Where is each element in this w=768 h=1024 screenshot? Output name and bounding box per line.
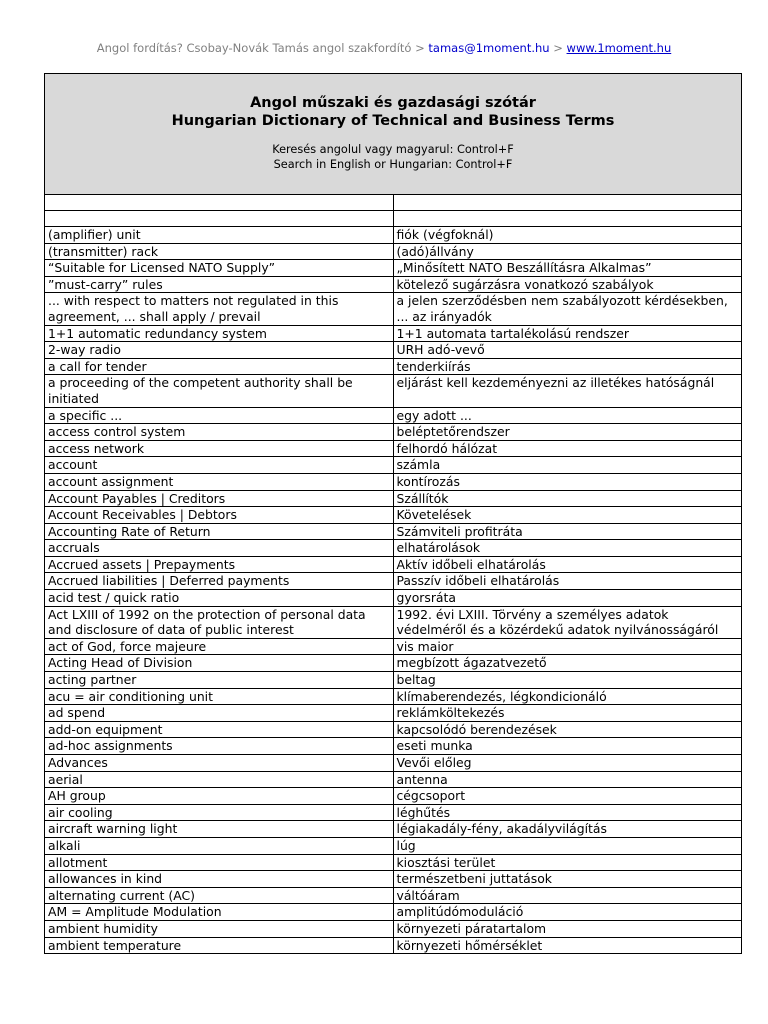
website-link[interactable]: www.1moment.hu — [566, 41, 672, 55]
english-term: Account Receivables | Debtors — [45, 507, 394, 524]
english-term: ad spend — [45, 705, 394, 722]
dictionary-table — [44, 73, 742, 954]
hungarian-term: eljárást kell kezdeményezni az illetékes hatóságnál — [393, 375, 742, 407]
hungarian-term: 1992. évi LXIII. Törvény a személyes adatok védelméről és a közérdekű adatok nyilvánosságáról — [393, 606, 742, 638]
english-term: Account Payables | Creditors — [45, 490, 394, 507]
search-hint-english: Search in English or Hungarian: Control+F — [273, 158, 513, 171]
hungarian-term: 1+1 automata tartalékolású rendszer — [393, 325, 742, 342]
table-row — [45, 490, 742, 507]
table-row — [45, 293, 742, 325]
table-row — [45, 507, 742, 524]
table-row — [45, 804, 742, 821]
hungarian-term: kiosztási terület — [393, 854, 742, 871]
header-translator-text: Angol fordítás? Csobay-Novák Tamás angol szakfordító — [96, 41, 412, 55]
english-term: air cooling — [45, 804, 394, 821]
english-term: acting partner — [45, 672, 394, 689]
table-row — [45, 606, 742, 638]
dictionary-title-english: Hungarian Dictionary of Technical and Business Terms — [171, 113, 615, 129]
table-row — [45, 821, 742, 838]
table-row — [45, 424, 742, 441]
table-row — [45, 672, 742, 689]
hungarian-term: környezeti páratartalom — [393, 920, 742, 937]
english-term: “Suitable for Licensed NATO Supply” — [45, 260, 394, 277]
table-row — [45, 590, 742, 607]
english-term: a specific ... — [45, 407, 394, 424]
table-row — [45, 755, 742, 772]
hungarian-term: reklámköltekezés — [393, 705, 742, 722]
english-term: Act LXIII of 1992 on the protection of personal data and disclosure of data of public interest — [45, 606, 394, 638]
email-link[interactable]: tamas@1moment.hu — [428, 41, 550, 55]
hungarian-term: gyorsráta — [393, 590, 742, 607]
hungarian-term: kapcsolódó berendezések — [393, 721, 742, 738]
english-term: 1+1 automatic redundancy system — [45, 325, 394, 342]
hungarian-term: „Minősített NATO Beszállításra Alkalmas” — [393, 260, 742, 277]
english-term: AH group — [45, 788, 394, 805]
hungarian-term: természetbeni juttatások — [393, 871, 742, 888]
table-row — [45, 375, 742, 407]
english-term: Acting Head of Division — [45, 655, 394, 672]
blank-cell — [393, 195, 742, 211]
title-row — [45, 74, 742, 195]
english-term: ”must-carry” rules — [45, 276, 394, 293]
english-term: alternating current (AC) — [45, 887, 394, 904]
hungarian-term: léghűtés — [393, 804, 742, 821]
table-row — [45, 721, 742, 738]
english-term: AM = Amplitude Modulation — [45, 904, 394, 921]
table-row — [45, 904, 742, 921]
table-row — [45, 788, 742, 805]
hungarian-term: klímaberendezés, légkondicionáló — [393, 688, 742, 705]
blank-cell — [45, 211, 394, 227]
table-row — [45, 473, 742, 490]
english-term: ambient humidity — [45, 920, 394, 937]
hungarian-term: amplitúdómoduláció — [393, 904, 742, 921]
english-term: (amplifier) unit — [45, 227, 394, 244]
hungarian-term: váltóáram — [393, 887, 742, 904]
table-row — [45, 243, 742, 260]
hungarian-term: Passzív időbeli elhatárolás — [393, 573, 742, 590]
hungarian-term: számla — [393, 457, 742, 474]
english-term: accruals — [45, 540, 394, 557]
table-row — [45, 655, 742, 672]
table-row — [45, 358, 742, 375]
hungarian-term: megbízott ágazatvezető — [393, 655, 742, 672]
table-row — [45, 771, 742, 788]
hungarian-term: felhordó hálózat — [393, 440, 742, 457]
table-row — [45, 705, 742, 722]
hungarian-term: Aktív időbeli elhatárolás — [393, 556, 742, 573]
hungarian-term: elhatárolások — [393, 540, 742, 557]
table-row — [45, 260, 742, 277]
table-row — [45, 227, 742, 244]
hungarian-term: légiakadály-fény, akadályvilágítás — [393, 821, 742, 838]
table-row — [45, 457, 742, 474]
english-term: access control system — [45, 424, 394, 441]
header-separator: > — [411, 41, 429, 55]
page-header — [0, 41, 768, 55]
english-term: Advances — [45, 755, 394, 772]
english-term: alkali — [45, 837, 394, 854]
table-row — [45, 738, 742, 755]
hungarian-term: fiók (végfoknál) — [393, 227, 742, 244]
english-term: aerial — [45, 771, 394, 788]
english-term: (transmitter) rack — [45, 243, 394, 260]
hungarian-term: vis maior — [393, 638, 742, 655]
hungarian-term: tenderkiírás — [393, 358, 742, 375]
header-separator: > — [549, 41, 567, 55]
hungarian-term: Követelések — [393, 507, 742, 524]
english-term: 2-way radio — [45, 342, 394, 359]
table-row — [45, 342, 742, 359]
hungarian-term: Szállítók — [393, 490, 742, 507]
hungarian-term: eseti munka — [393, 738, 742, 755]
hungarian-term: lúg — [393, 837, 742, 854]
english-term: account assignment — [45, 473, 394, 490]
english-term: ... with respect to matters not regulated in this agreement, ... shall apply / prevail — [45, 293, 394, 325]
hungarian-term: antenna — [393, 771, 742, 788]
table-row — [45, 276, 742, 293]
title-cell — [45, 74, 742, 195]
hungarian-term: Számviteli profitráta — [393, 523, 742, 540]
blank-cell — [45, 195, 394, 211]
blank-cell — [393, 211, 742, 227]
english-term: add-on equipment — [45, 721, 394, 738]
english-term: a call for tender — [45, 358, 394, 375]
table-row — [45, 937, 742, 954]
english-term: Accrued assets | Prepayments — [45, 556, 394, 573]
table-row — [45, 638, 742, 655]
english-term: access network — [45, 440, 394, 457]
english-term: Accrued liabilities | Deferred payments — [45, 573, 394, 590]
table-row — [45, 440, 742, 457]
hungarian-term: beléptetőrendszer — [393, 424, 742, 441]
english-term: Accounting Rate of Return — [45, 523, 394, 540]
english-term: ambient temperature — [45, 937, 394, 954]
table-row — [45, 854, 742, 871]
hungarian-term: cégcsoport — [393, 788, 742, 805]
table-row — [45, 871, 742, 888]
english-term: a proceeding of the competent authority shall be initiated — [45, 375, 394, 407]
english-term: allotment — [45, 854, 394, 871]
blank-row — [45, 211, 742, 227]
english-term: allowances in kind — [45, 871, 394, 888]
table-row — [45, 540, 742, 557]
blank-row — [45, 195, 742, 211]
table-row — [45, 837, 742, 854]
table-row — [45, 920, 742, 937]
hungarian-term: kötelező sugárzásra vonatkozó szabályok — [393, 276, 742, 293]
hungarian-term: Vevői előleg — [393, 755, 742, 772]
english-term: account — [45, 457, 394, 474]
search-hint-hungarian: Keresés angolul vagy magyarul: Control+F — [272, 143, 514, 156]
table-row — [45, 556, 742, 573]
hungarian-term: a jelen szerződésben nem szabályozott kérdésekben, ... az irányadók — [393, 293, 742, 325]
table-row — [45, 887, 742, 904]
english-term: acu = air conditioning unit — [45, 688, 394, 705]
hungarian-term: környezeti hőmérséklet — [393, 937, 742, 954]
english-term: aircraft warning light — [45, 821, 394, 838]
english-term: acid test / quick ratio — [45, 590, 394, 607]
hungarian-term: URH adó-vevő — [393, 342, 742, 359]
english-term: act of God, force majeure — [45, 638, 394, 655]
hungarian-term: beltag — [393, 672, 742, 689]
hungarian-term: (adó)állvány — [393, 243, 742, 260]
table-row — [45, 573, 742, 590]
table-row — [45, 688, 742, 705]
table-row — [45, 407, 742, 424]
hungarian-term: kontírozás — [393, 473, 742, 490]
english-term: ad-hoc assignments — [45, 738, 394, 755]
table-row — [45, 325, 742, 342]
table-row — [45, 523, 742, 540]
dictionary-title-hungarian: Angol műszaki és gazdasági szótár — [250, 95, 536, 111]
hungarian-term: egy adott ... — [393, 407, 742, 424]
